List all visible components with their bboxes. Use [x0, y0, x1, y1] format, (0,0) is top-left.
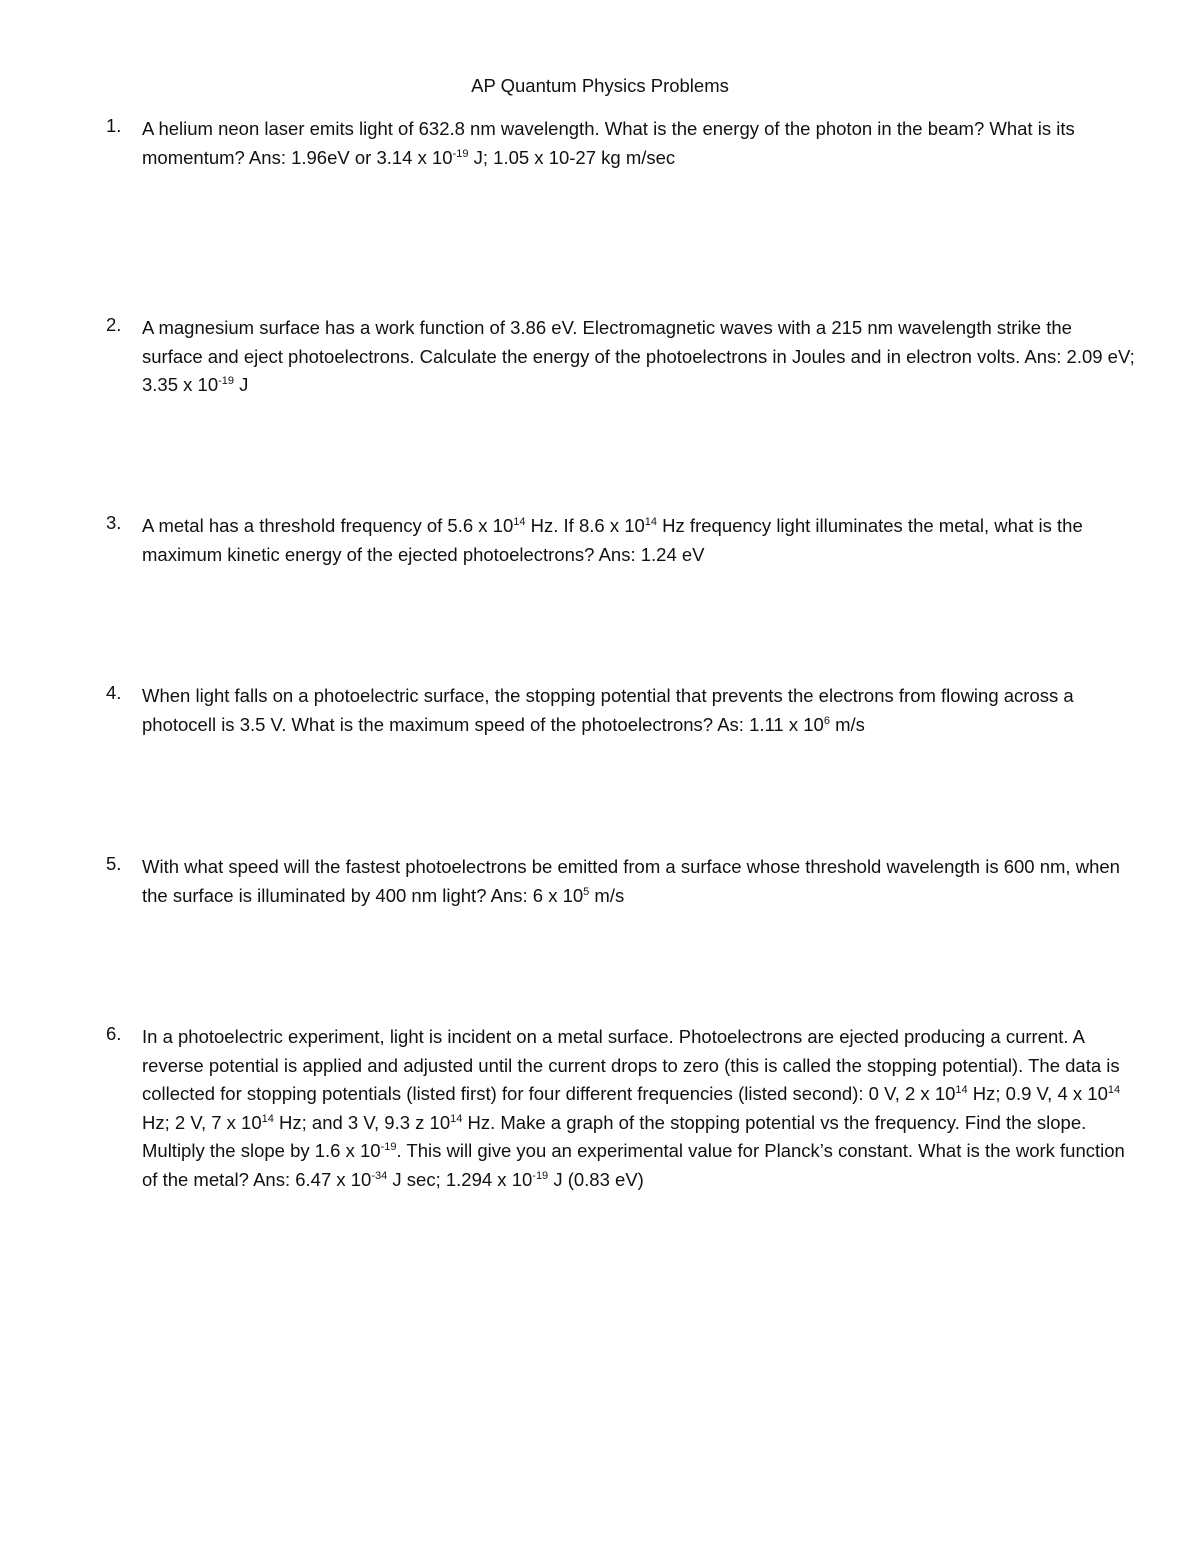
exponent: 14	[955, 1083, 968, 1096]
text-segment: Hz. If 8.6 x 10	[525, 515, 645, 536]
text-segment: With what speed will the fastest photoelectrons be emitted from a surface whose threshold wavelength is 600 nm, when the surface is illuminated by 400 nm light? Ans: 6 x 10	[142, 856, 1120, 906]
page-title: AP Quantum Physics Problems	[471, 75, 729, 96]
text-segment: Hz; 2 V, 7 x 10	[142, 1111, 262, 1133]
exponent: 14	[261, 1112, 274, 1125]
problem-3	[106, 512, 1136, 569]
text-segment: J; 1.05 x 10-27 kg m/sec	[468, 146, 676, 168]
text-segment: A helium neon laser emits light of 632.8 nm wavelength. What is the energy of the photon in the beam? What is its momentum? Ans: 1.96eV or 3.14 x 10	[142, 118, 1075, 168]
problem-4	[106, 682, 1136, 739]
problem-5	[106, 853, 1136, 910]
problem-number: 6.	[106, 1023, 122, 1044]
exponent: -19	[380, 1140, 397, 1153]
text-segment: A metal has a threshold frequency of 5.6 x 10	[142, 515, 514, 536]
problem-text	[142, 1023, 1136, 1194]
exponent: 14	[513, 515, 526, 528]
text-segment: When light falls on a photoelectric surface, the stopping potential that prevents the electrons from flowing across a photocell is 3.5 V. What is the maximum speed of the photoelectrons? As: 1.11 x 10	[142, 685, 1074, 735]
exponent: 14	[450, 1112, 463, 1125]
problem-number: 4.	[106, 682, 122, 703]
problem-text	[142, 682, 1136, 739]
text-segment: Hz frequency light illuminates the metal, what is the maximum kinetic energy of the ejected photoelectrons? Ans: 1.24 eV	[142, 515, 1083, 565]
text-segment: . This will give you an experimental value for Planck’s constant. What is the work function of the metal? Ans: 6.47 x 10	[142, 1140, 1125, 1190]
text-segment: m/s	[829, 713, 865, 735]
exponent: -34	[371, 1169, 388, 1182]
problem-2	[106, 314, 1136, 400]
text-segment: In a photoelectric experiment, light is incident on a metal surface. Photoelectrons are ejected producing a current. A reverse potential is applied and adjusted until the current drops to zero (this is called the stopping potential). The data is collected for stopping potentials (listed first) for four different frequencies (listed second): 0 V, 2 x 10	[142, 1026, 1120, 1104]
text-segment: A magnesium surface has a work function of 3.86 eV. Electromagnetic waves with a 215 nm wavelength strike the surface and eject photoelectrons. Calculate the energy of the photoelectrons in Joules and in electron volts. Ans: 2.09 eV; 3.35 x 10	[142, 317, 1135, 395]
problem-number: 3.	[106, 512, 122, 533]
exponent: 6	[823, 714, 830, 727]
text-segment: J (0.83 eV)	[548, 1168, 644, 1190]
problem-number: 5.	[106, 853, 122, 874]
exponent: -19	[532, 1169, 549, 1182]
problem-text	[142, 115, 1136, 172]
problem-text	[142, 853, 1136, 910]
exponent: 14	[1107, 1083, 1121, 1096]
text-segment: J sec; 1.294 x 10	[387, 1168, 533, 1190]
exponent: 5	[583, 885, 590, 898]
problem-number: 1.	[106, 115, 122, 136]
text-segment: Hz; 0.9 V, 4 x 10	[967, 1083, 1108, 1104]
exponent: -19	[218, 374, 235, 387]
problem-number: 2.	[106, 314, 122, 335]
problem-text	[142, 314, 1136, 400]
text-segment: Hz; and 3 V, 9.3 z 10	[273, 1111, 451, 1133]
text-segment: m/s	[589, 884, 625, 906]
text-segment: Hz. Make a graph of the stopping potential vs the frequency. Find the slope. Multiply the slope by 1.6 x 10	[142, 1111, 1087, 1161]
problem-1	[106, 115, 1136, 172]
exponent: 14	[644, 515, 658, 528]
problem-6	[106, 1023, 1136, 1194]
problem-text	[142, 512, 1136, 569]
exponent: -19	[452, 147, 469, 160]
text-segment: J	[234, 374, 249, 395]
